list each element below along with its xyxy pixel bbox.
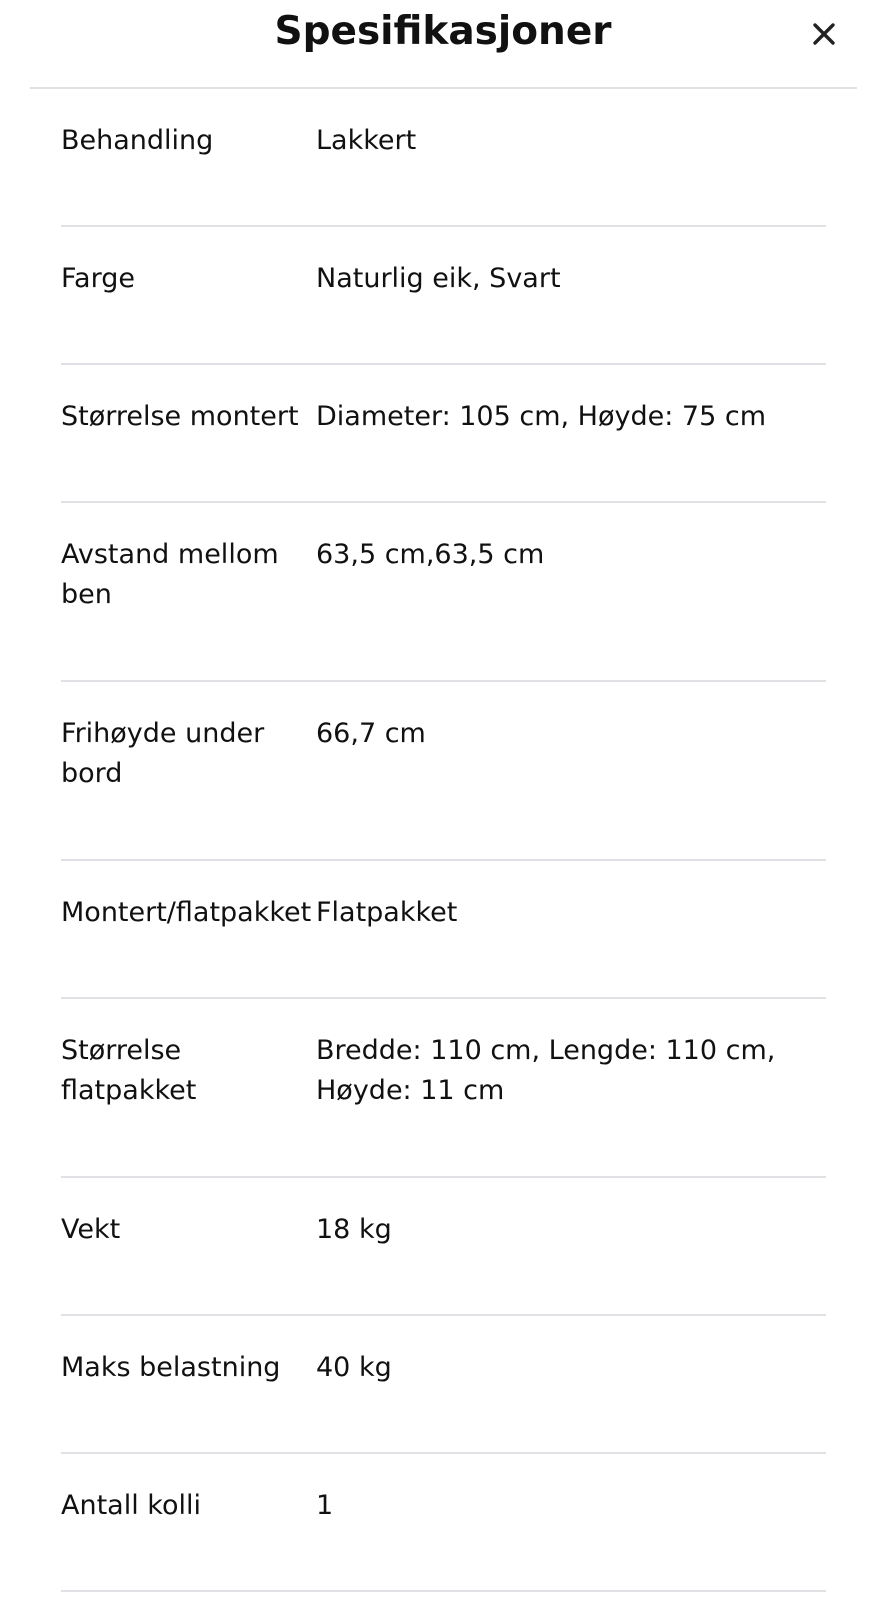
spec-row-vekt	[61, 1178, 826, 1316]
sheet-header	[0, 0, 886, 88]
spec-value: Flatpakket	[316, 897, 458, 928]
spec-value: Naturlig eik, Svart	[316, 263, 561, 294]
spec-value: 63,5 cm,63,5 cm	[316, 539, 545, 570]
spec-label: Vekt	[61, 1214, 121, 1245]
page-title: Spesifikasjoner	[274, 9, 612, 54]
spec-row-maks-belastning	[61, 1316, 826, 1454]
spec-label: Montert/flatpakket	[61, 897, 312, 928]
spec-label: Antall kolli	[61, 1490, 201, 1521]
spec-label: Avstand mellom ben	[61, 539, 279, 610]
spec-row-avstand-mellom-ben	[61, 503, 826, 682]
spec-label: Frihøyde under bord	[61, 718, 265, 789]
spec-label: Behandling	[61, 125, 214, 156]
spec-value: Lakkert	[316, 125, 417, 156]
spec-value: 66,7 cm	[316, 718, 426, 749]
spec-value: Diameter: 105 cm, Høyde: 75 cm	[316, 401, 766, 432]
spec-value: 1	[316, 1490, 334, 1521]
spec-row-farge	[61, 227, 826, 365]
spec-value: 18 kg	[316, 1214, 392, 1245]
spec-row-storrelse-flatpakket	[61, 999, 826, 1178]
close-button[interactable]	[806, 16, 842, 52]
spec-label: Størrelse flatpakket	[61, 1035, 197, 1106]
spec-row-storrelse-montert	[61, 365, 826, 503]
close-icon	[806, 16, 842, 52]
spec-row-montert-flatpakket	[61, 861, 826, 999]
specification-list	[61, 89, 826, 1592]
spec-row-antall-kolli	[61, 1454, 826, 1592]
spec-row-frihoyde-under-bord	[61, 682, 826, 861]
spec-label: Farge	[61, 263, 135, 294]
spec-value: 40 kg	[316, 1352, 392, 1383]
spec-label: Maks belastning	[61, 1352, 281, 1383]
spec-value: Bredde: 110 cm, Lengde: 110 cm, Høyde: 11 cm	[316, 1035, 776, 1106]
spec-label: Størrelse montert	[61, 401, 299, 432]
spec-row-behandling	[61, 89, 826, 227]
